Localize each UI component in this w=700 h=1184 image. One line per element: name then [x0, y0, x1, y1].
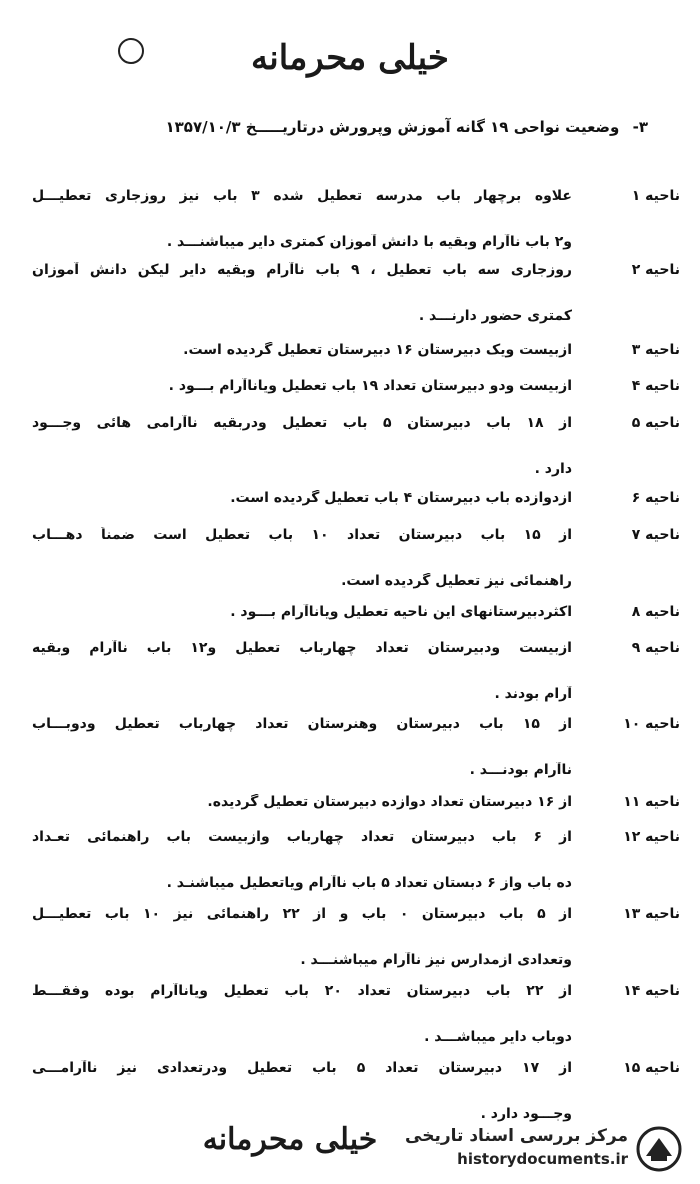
archive-emblem-icon — [636, 1126, 682, 1172]
district-text-line: از ۱۶ دبیرستان تعداد دوازده دبیرستان تعطیل گردیده. — [207, 794, 572, 810]
district-text-line: راهنمائی نیز تعطیل گردیده است. — [341, 573, 572, 589]
district-text-line: ازدوازده باب دبیرستان ۴ باب تعطیل گردیده است. — [230, 490, 572, 506]
district-text-line: از ۱۵ باب دبیرستان وهنرستان تعداد چهارباب تعطیل ودوبـــاب — [32, 716, 572, 732]
district-text-line: ناآرام بودنـــد . — [469, 762, 572, 778]
district-label: ناحیه ۸ — [631, 604, 680, 620]
watermark-text-fa: مرکز بررسی اسناد تاریخی — [405, 1126, 628, 1146]
district-text-line: روزجاری سه باب تعطیل ، ۹ باب ناآرام وبقیه دایر لیکن دانش آموزان — [32, 262, 572, 278]
district-text-line: ازبیست ودو دبیرستان تعداد ۱۹ باب تعطیل ویاناآرام بـــود . — [168, 378, 572, 394]
district-label: ناحیه ۱۳ — [623, 906, 680, 922]
district-label: ناحیه ۷ — [631, 527, 680, 543]
district-text-line: دارد . — [534, 461, 572, 477]
district-label: ناحیه ۳ — [631, 342, 680, 358]
heading-title: وضعیت نواحی ۱۹ گانه آموزش وپرورش درتاریـــــخ ۱۳۵۷/۱۰/۳ — [165, 118, 620, 136]
district-label: ناحیه ۱۰ — [623, 716, 680, 732]
district-label: ناحیه ۹ — [631, 640, 680, 656]
district-text-line: از ۲۲ باب دبیرستان تعداد ۲۰ باب تعطیل ویاناآرام بوده وفقـــط — [32, 983, 572, 999]
district-label: ناحیه ۱۱ — [623, 794, 680, 810]
district-text-line: از ۱۷ دبیرستان تعداد ۵ باب تعطیل ودرتعدادی نیز ناآرامـــی — [32, 1060, 572, 1076]
district-text-line: کمتری حضور دارنـــد . — [418, 308, 572, 324]
circle-mark — [118, 38, 144, 64]
watermark-text-en: historydocuments.ir — [457, 1150, 628, 1168]
district-text-line: آرام بودند . — [494, 686, 572, 702]
district-text-line: اکثردبیرستانهای این ناحیه تعطیل ویاناآرام بـــود . — [230, 604, 572, 620]
district-label: ناحیه ۱ — [631, 188, 680, 204]
district-text-line: علاوه برچهار باب مدرسه تعطیل شده ۳ باب نیز روزجاری تعطیـــل — [32, 188, 572, 204]
district-text-line: ده باب واز ۶ دبستان تعداد ۵ باب ناآرام ویاتعطیل میباشنـد . — [166, 875, 572, 891]
section-heading — [165, 118, 648, 136]
district-label: ناحیه ۱۲ — [623, 829, 680, 845]
district-text-line: از ۵ باب دبیرستان ۰ باب و از ۲۲ راهنمائی نیز ۱۰ باب تعطیـــل — [32, 906, 572, 922]
district-text-line: وجـــود دارد . — [480, 1106, 572, 1122]
classification-stamp-bottom: خیلی محرمانه — [202, 1122, 378, 1157]
district-label: ناحیه ۱۵ — [623, 1060, 680, 1076]
district-text-line: از ۶ باب دبیرستان تعداد چهارباب وازبیست باب راهنمائی تعـداد — [32, 829, 572, 845]
district-label: ناحیه ۵ — [631, 415, 680, 431]
district-label: ناحیه ۶ — [631, 490, 680, 506]
item-number: ۳- — [632, 118, 648, 136]
district-text-line: دوباب دایر میباشـــد . — [424, 1029, 572, 1045]
district-label: ناحیه ۲ — [631, 262, 680, 278]
district-label: ناحیه ۱۴ — [623, 983, 680, 999]
district-text-line: ازبیست ویک دبیرستان ۱۶ دبیرستان تعطیل گردیده است. — [183, 342, 572, 358]
district-label: ناحیه ۴ — [631, 378, 680, 394]
district-text-line: ازبیست ودبیرستان تعداد چهارباب تعطیل و۱۲ باب ناآرام وبقیه — [32, 640, 572, 656]
district-text-line: از ۱۵ باب دبیرستان تعداد ۱۰ باب تعطیل است ضمناً دهـــاب — [32, 527, 572, 543]
watermark-logo — [405, 1124, 688, 1174]
district-text-line: و۲ باب ناآرام وبقیه با دانش آموزان کمتری دایر میباشنـــد . — [166, 234, 572, 250]
district-text-line: از ۱۸ باب دبیرستان ۵ باب تعطیل ودربقیه ناآرامی هائی وجـــود — [32, 415, 572, 431]
district-text-line: وتعدادی ازمدارس نیز ناآرام میباشنـــد . — [300, 952, 572, 968]
classification-stamp-top: خیلی محرمانه — [251, 38, 449, 78]
